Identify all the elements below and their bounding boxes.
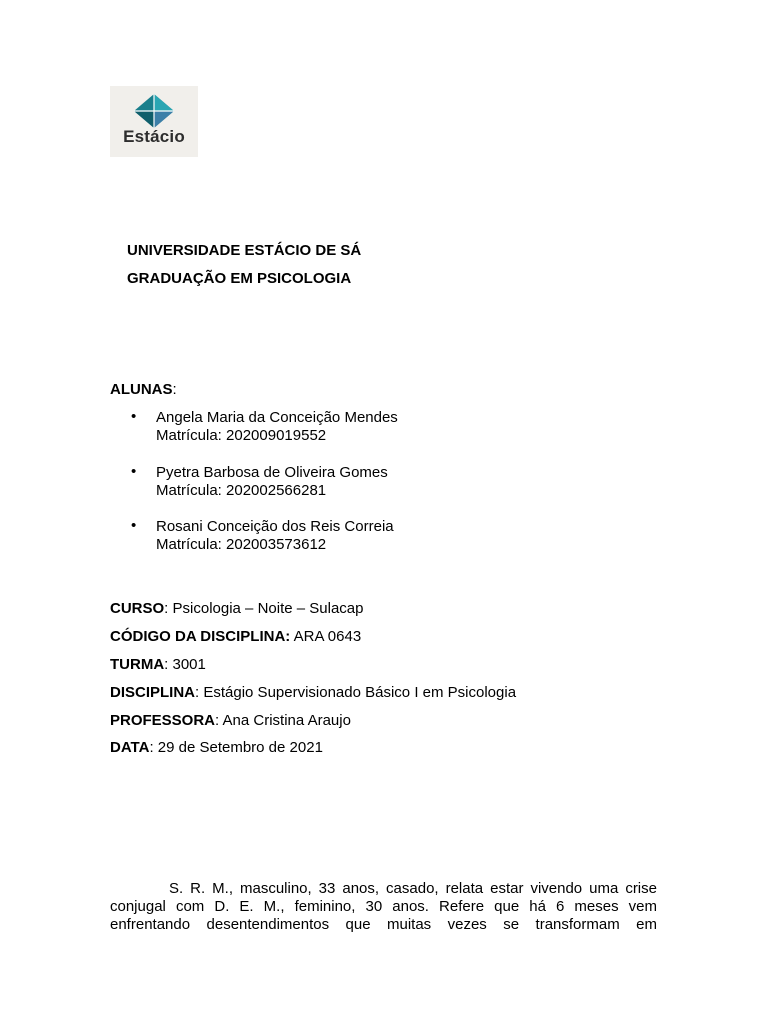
field-class (110, 656, 206, 673)
field-label: CURSO (110, 600, 165, 617)
students-label: ALUNAS (110, 381, 173, 398)
student-item (156, 464, 388, 500)
field-date (110, 739, 323, 756)
field-separator: : (215, 712, 223, 729)
field-value: Psicologia – Noite – Sulacap (172, 600, 364, 617)
field-value: 3001 (172, 656, 206, 673)
student-item (156, 409, 398, 445)
logo-text: Estácio (123, 127, 185, 146)
estacio-logo-icon (134, 94, 174, 128)
student-item (156, 518, 394, 554)
field-separator: : (164, 656, 173, 673)
field-value: 29 de Setembro de 2021 (157, 739, 323, 756)
estacio-logo (110, 86, 198, 157)
field-label: DATA (110, 739, 150, 756)
field-label: PROFESSORA (110, 712, 216, 729)
field-discipline (110, 684, 516, 701)
field-discipline-code (110, 628, 361, 645)
field-value: Estágio Supervisionado Básico I em Psicologia (203, 684, 517, 701)
university-title: UNIVERSIDADE ESTÁCIO DE SÁ (127, 242, 362, 259)
student-name: Rosani Conceição dos Reis Correia (156, 518, 394, 535)
student-registration: Matrícula: 202009019552 (156, 427, 327, 444)
body-paragraph: S. R. M., masculino, 33 anos, casado, relata estar vivendo uma crise conjugal com D. E. M., feminino, 30 anos. Refere que há 6 meses vem enfrentando desentendimentos que muitas vezes se transformam em (110, 880, 657, 933)
course-title: GRADUAÇÃO EM PSICOLOGIA (127, 270, 352, 287)
field-course (110, 600, 363, 617)
field-label: CÓDIGO DA DISCIPLINA: (110, 628, 291, 645)
field-value: Ana Cristina Araujo (222, 712, 351, 729)
field-value: ARA 0643 (293, 628, 362, 645)
student-name: Angela Maria da Conceição Mendes (156, 409, 398, 426)
student-name: Pyetra Barbosa de Oliveira Gomes (156, 464, 388, 481)
field-label: TURMA (110, 656, 165, 673)
field-professor (110, 712, 351, 729)
students-heading: ALUNAS: (110, 381, 177, 398)
student-registration: Matrícula: 202003573612 (156, 536, 327, 553)
field-separator: : (164, 600, 173, 617)
field-separator: : (195, 684, 204, 701)
field-label: DISCIPLINA (110, 684, 196, 701)
bullet-icon: • (131, 408, 137, 425)
field-separator: : (149, 739, 158, 756)
bullet-icon: • (131, 517, 137, 534)
bullet-icon: • (131, 463, 137, 480)
student-registration: Matrícula: 202002566281 (156, 482, 327, 499)
